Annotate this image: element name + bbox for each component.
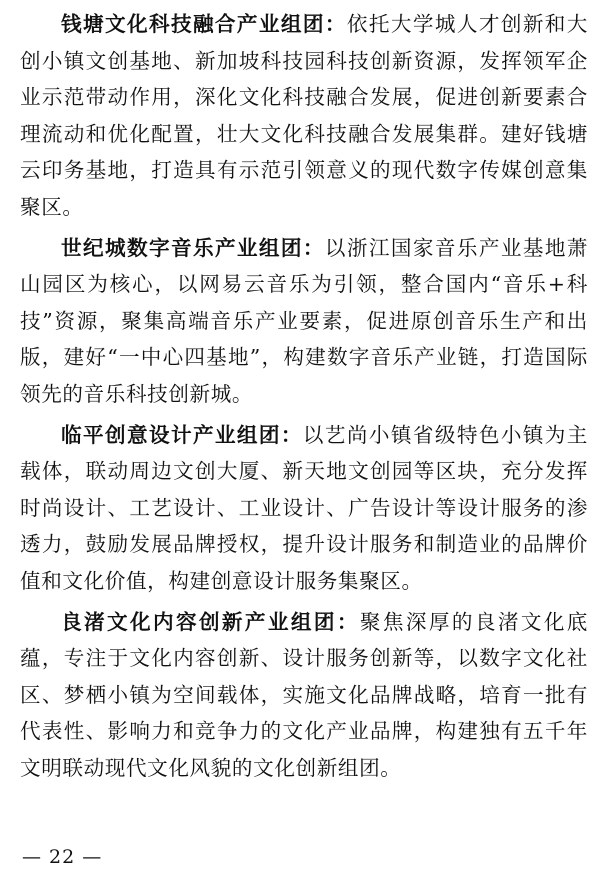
- paragraph-heading: 世纪城数字音乐产业组团：: [61, 235, 325, 260]
- paragraph-body: 聚焦深厚的良渚文化底蕴，专注于文化内容创新、设计服务创新等，以数字文化社区、梦栖小镇为空间载体，实施文化品牌战略，培育一批有代表性、影响力和竞争力的文化产业品牌，构建独有五千年文明联动现代文化风貌的文化创新组团。: [20, 609, 588, 780]
- paragraph-body: 以艺尚小镇省级特色小镇为主载体，联动周边文创大厦、新天地文创园等区块，充分发挥时尚设计、工艺设计、工业设计、广告设计等设计服务的渗透力，鼓励发展品牌授权，提升设计服务和制造业的品牌价值和文化价值，构建创意设计服务集聚区。: [20, 422, 588, 593]
- document-page: [20, 6, 588, 790]
- paragraph-body: 依托大学城人才创新和大创小镇文创基地、新加坡科技园科技创新资源，发挥领军企业示范带动作用，深化文化科技融合发展，促进创新要素合理流动和优化配置，壮大文化科技融合发展集群。建好钱塘云印务基地，打造具有示范引领意义的现代数字传媒创意集聚区。: [20, 12, 588, 219]
- paragraph-heading: 临平创意设计产业组团：: [61, 422, 303, 447]
- paragraph-liangzhu: [20, 604, 588, 787]
- paragraph-qiantang: [20, 6, 588, 226]
- paragraph-shijicheng: [20, 230, 588, 413]
- paragraph-linping: [20, 417, 588, 600]
- page-number: — 22 —: [22, 846, 103, 868]
- paragraph-heading: 良渚文化内容创新产业组团：: [61, 609, 360, 634]
- paragraph-heading: 钱塘文化科技融合产业组团：: [61, 12, 347, 36]
- paragraph-body: 以浙江国家音乐产业基地萧山园区为核心，以网易云音乐为引领，整合国内“音乐+科技”资源，聚集高端音乐产业要素，促进原创音乐生产和出版，建好“一中心四基地”，构建数字音乐产业链，打造国际领先的音乐科技创新城。: [20, 235, 589, 406]
